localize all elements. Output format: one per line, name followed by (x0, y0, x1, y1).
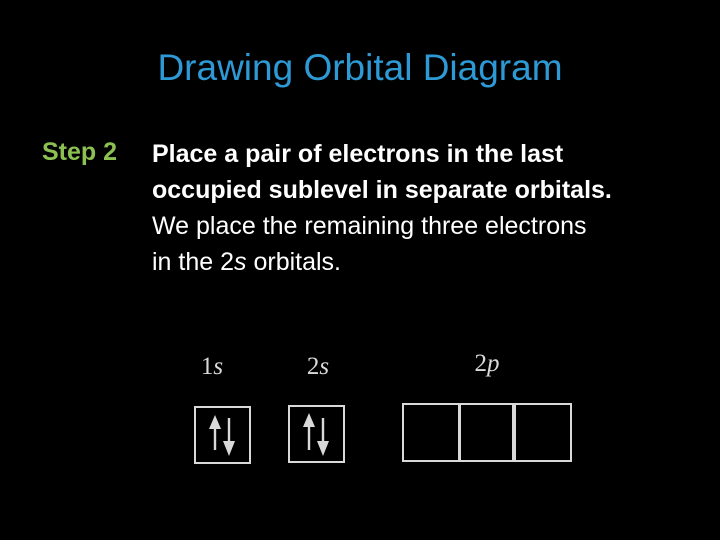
orbital-box-1s (195, 407, 250, 463)
electron-up-arrowhead (303, 413, 315, 427)
orbital-box-2s (289, 406, 344, 462)
step-text-line-4-prefix: in the 2 (152, 248, 235, 276)
orbital-box-2p-1 (403, 404, 459, 461)
orbital-label-2s (307, 353, 329, 380)
orbital-label-2p-number: 2 (474, 350, 487, 377)
orbital-label-2p (475, 350, 500, 377)
orbital-2s (289, 353, 344, 462)
orbital-2p (403, 350, 571, 461)
orbital-label-1s-letter: s (213, 353, 224, 380)
step-label: Step 2 (42, 138, 118, 166)
orbital-label-2s-letter: s (319, 353, 330, 380)
electron-up-arrowhead (209, 415, 221, 429)
orbital-label-2p-letter: p (487, 350, 500, 377)
electron-pair-1s (209, 415, 235, 456)
electron-pair-2s (303, 413, 329, 456)
step-text-line-2: occupied sublevel in separate orbitals. (152, 176, 612, 204)
electron-down-arrowhead (223, 441, 235, 456)
orbital-label-2s-number: 2 (306, 353, 320, 380)
orbital-box-2p-3 (515, 404, 571, 461)
step-text-line-4-suffix: orbitals. (246, 248, 341, 276)
electron-down-arrowhead (317, 441, 329, 456)
step-text-line-4-italic: s (234, 248, 247, 276)
orbital-label-1s-number: 1 (200, 353, 214, 380)
step-text-line-1: Place a pair of electrons in the last (152, 140, 564, 168)
orbital-box-2p-2 (460, 404, 513, 461)
step-text-line-3: We place the remaining three electrons (152, 212, 587, 240)
orbital-1s (195, 353, 250, 463)
slide-title: Drawing Orbital Diagram (157, 47, 563, 88)
orbital-label-1s (201, 353, 223, 380)
